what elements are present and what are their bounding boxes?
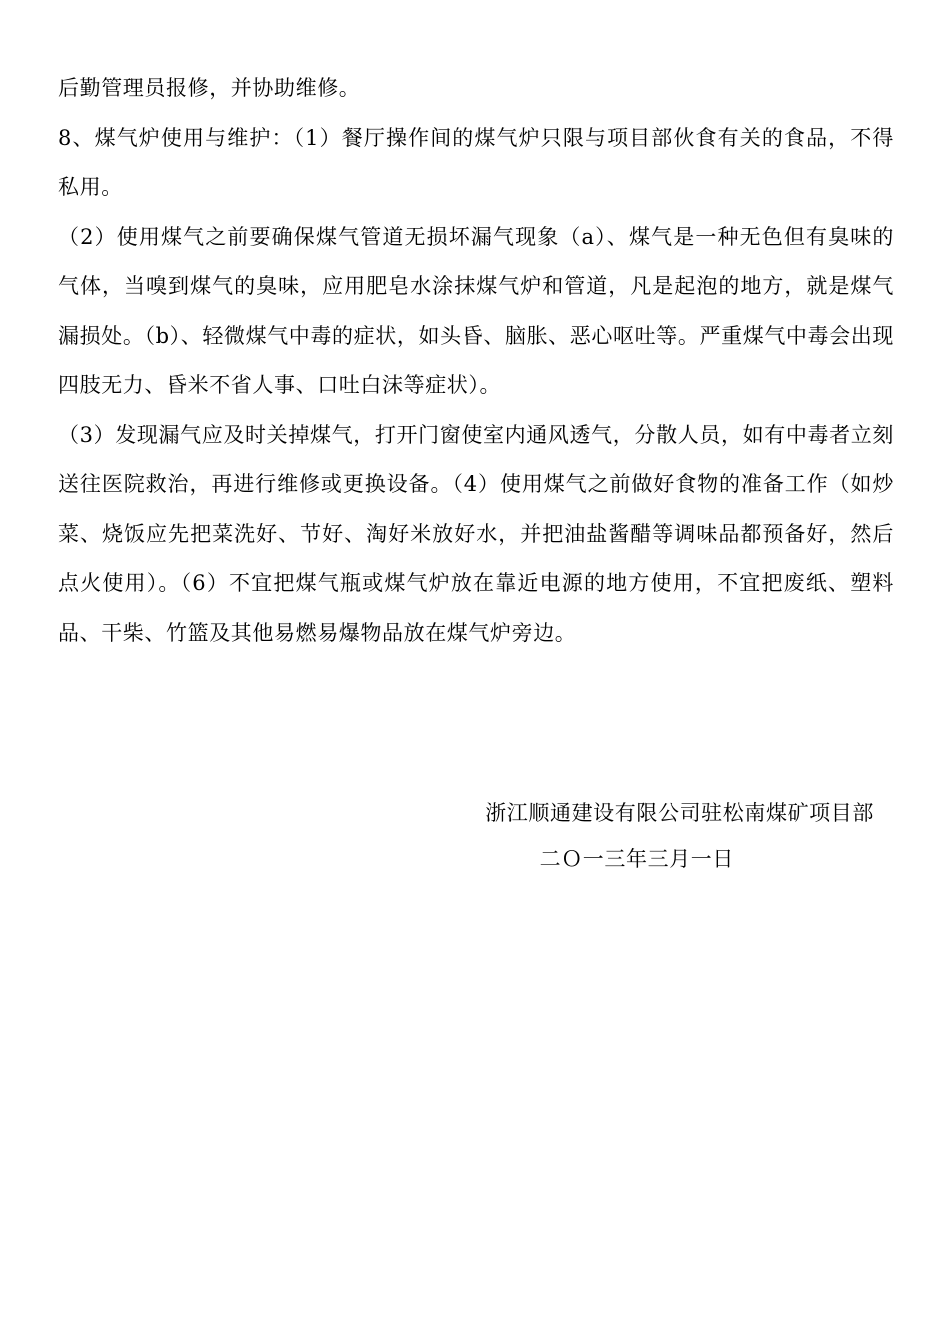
- signature-company: 浙江顺通建设有限公司驻松南煤矿项目部: [485, 801, 874, 825]
- paragraph-item-2: （2）使用煤气之前要确保煤气管道无损坏漏气现象（a）、煤气是一种无色但有臭味的气体，当嗅到煤气的臭味，应用肥皂水涂抹煤气炉和管道，凡是起泡的地方，就是煤气漏损处。（b）、轻微煤气中毒的症状，如头昏、脑胀、恶心呕吐等。严重煤气中毒会出现四肢无力、昏米不省人事、口吐白沫等症状）。: [58, 224, 894, 397]
- signature-block: [485, 790, 874, 882]
- document-body: [58, 64, 894, 658]
- paragraph-continuation: 后勤管理员报修，并协助维修。: [58, 76, 361, 100]
- paragraph-item-8: 8、煤气炉使用与维护：（1）餐厅操作间的煤气炉只限与项目部伙食有关的食品，不得私用。: [58, 125, 894, 199]
- paragraph-item-3: （3）发现漏气应及时关掉煤气，打开门窗使室内通风透气，分散人员，如有中毒者立刻送往医院救治，再进行维修或更换设备。（4）使用煤气之前做好食物的准备工作（如炒菜、烧饭应先把菜洗好、节好、淘好米放好水，并把油盐酱醋等调味品都预备好，然后点火使用）。（6）不宜把煤气瓶或煤气炉放在靠近电源的地方使用，不宜把废纸、塑料品、干柴、竹篮及其他易燃易爆物品放在煤气炉旁边。: [58, 422, 894, 645]
- signature-date: 二Ｏ一三年三月一日: [539, 847, 734, 871]
